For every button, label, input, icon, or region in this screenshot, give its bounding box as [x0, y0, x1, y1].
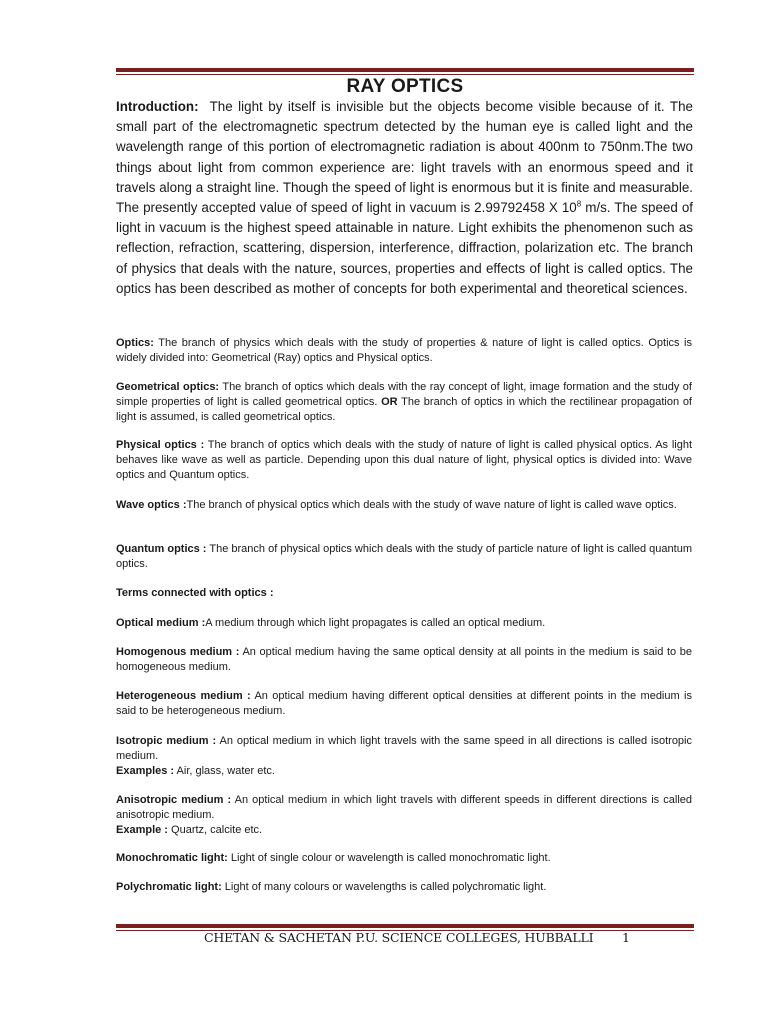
definition-text: The branch of optics which deals with the ray concept of light, image formation and the study of simple properties of light is called geometrical optics. [116, 381, 692, 409]
term-label: Geometrical optics: [116, 381, 220, 393]
term-label: Wave optics : [116, 499, 187, 511]
definition-quantum-optics [116, 542, 692, 572]
definition-text: The branch of optics which deals with the study of nature of light is called physical optics. As light behaves like wave as well as particle. Depending upon this dual nature of light, physical optics is divided into: Wave optics and Quantum optics. [116, 439, 692, 482]
footer-rule-thick [116, 924, 694, 928]
section-heading: Terms connected with optics : [116, 587, 274, 599]
definition-geometrical-optics [116, 380, 692, 426]
page-number: 1 [622, 930, 630, 945]
definition-isotropic-medium [116, 734, 692, 780]
term-label: Isotropic medium : [116, 735, 217, 747]
footer-college-name: CHETAN & SACHETAN P.U. SCIENCE COLLEGES, HUBBALLI [204, 930, 594, 945]
definition-text: An optical medium in which light travels with different speeds in different directions is called anisotropic medium. [116, 794, 693, 822]
example-label: Example : [116, 824, 168, 837]
exponent: 8 [576, 199, 582, 209]
definition-polychromatic-light [116, 880, 692, 895]
term-label: Optics: [116, 337, 154, 349]
definition-text-continued: The branch of optics in which the rectilinear propagation of light is assumed, is called geometrical optics. [116, 396, 692, 424]
definition-text: An optical medium having the same optical density at all points in the medium is said to be homogeneous medium. [116, 646, 692, 674]
definition-anisotropic-medium [116, 793, 692, 839]
definition-optical-medium [116, 616, 692, 631]
definition-text: The branch of physical optics which deals with the study of wave nature of light is called wave optics. [186, 499, 677, 511]
introduction-text: The light by itself is invisible but the objects become visible because of it. The small part of the electromagnetic spectrum detected by the human eye is called light and the wavelength range of this portion of electromagnetic radiation is about 400nm to 750nm.The two things about light from common experience are: light travels with an enormous speed and it travels along a straight line. Though the speed of light is enormous but it is finite and measurable. The presently accepted value of speed of light in vacuum is 2.99792458 X 10 [116, 99, 693, 216]
term-label: Optical medium : [116, 617, 206, 629]
term-label: Homogenous medium : [116, 646, 240, 658]
term-label: Monochromatic light: [116, 852, 228, 864]
example-text: Quartz, calcite etc. [167, 824, 263, 837]
definition-text: The branch of physics which deals with the study of properties & nature of light is called optics. Optics is widely divided into: Geometrical (Ray) optics and Physical optics. [116, 337, 692, 365]
or-label: OR [381, 396, 398, 409]
term-label: Heterogeneous medium : [116, 690, 251, 702]
introduction-label: Introduction: [116, 99, 199, 114]
header-rule-thin [116, 74, 694, 75]
page-title: RAY OPTICS [346, 76, 464, 97]
header-rule-thick [116, 68, 694, 72]
definition-heterogeneous-medium [116, 689, 692, 719]
definition-text: An optical medium having different optical densities at different points in the medium is said to be heterogeneous medium. [116, 690, 692, 718]
definition-text: An optical medium in which light travels with the same speed in all directions is called isotropic medium. [116, 735, 692, 763]
definition-wave-optics [116, 498, 692, 513]
introduction-paragraph [116, 97, 693, 299]
definition-optics [116, 336, 692, 366]
definition-physical-optics [116, 438, 692, 484]
header-rule [116, 68, 694, 75]
term-label: Quantum optics : [116, 543, 207, 555]
definition-text: A medium through which light propagates is called an optical medium. [205, 617, 546, 629]
definition-monochromatic-light [116, 851, 692, 866]
definition-text: Light of single colour or wavelength is called monochromatic light. [227, 852, 551, 864]
definition-text: The branch of physical optics which deals with the study of particle nature of light is called quantum optics. [116, 543, 692, 571]
term-label: Anisotropic medium : [116, 794, 232, 806]
definition-text: Light of many colours or wavelengths is called polychromatic light. [221, 881, 547, 893]
terms-heading [116, 586, 692, 601]
definition-homogenous-medium [116, 645, 692, 675]
examples-text: Air, glass, water etc. [174, 765, 275, 778]
examples-label: Examples : [116, 765, 175, 778]
introduction-text-continued: m/s. The speed of light in vacuum is the highest speed attainable in nature. Light exhibits the phenomenon such as reflection, refraction, scattering, dispersion, interference, diffraction, polarization etc. The branch of physics that deals with the nature, sources, properties and effects of light is called optics. The optics has been described as mother of concepts for both experimental and theoretical sciences. [116, 200, 693, 296]
term-label: Physical optics : [116, 439, 205, 451]
term-label: Polychromatic light: [116, 881, 222, 893]
